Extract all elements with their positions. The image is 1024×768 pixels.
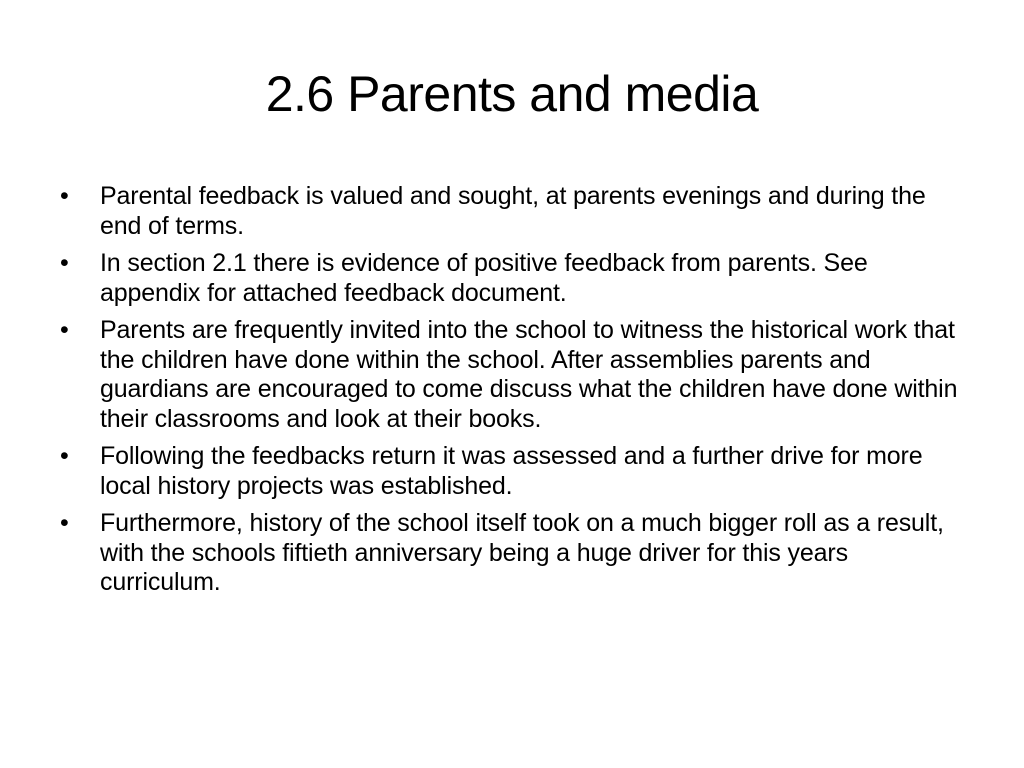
bullet-list: [60, 182, 960, 606]
bullet-item: [60, 182, 960, 241]
bullet-item: [60, 509, 960, 598]
bullet-icon: •: [60, 249, 69, 277]
bullet-text: Following the feedbacks return it was assessed and a further drive for more local history projects was established.: [100, 442, 923, 500]
bullet-text: In section 2.1 there is evidence of positive feedback from parents. See appendix for attached feedback document.: [100, 249, 868, 307]
bullet-item: [60, 249, 960, 308]
bullet-item: [60, 316, 960, 434]
slide-title: 2.6 Parents and media: [265, 66, 759, 122]
bullet-text: Furthermore, history of the school itself took on a much bigger roll as a result, with the schools fiftieth anniversary being a huge driver for this years curriculum.: [100, 509, 944, 596]
bullet-text: Parental feedback is valued and sought, at parents evenings and during the end of terms.: [100, 182, 926, 240]
bullet-icon: •: [60, 316, 69, 344]
bullet-icon: •: [60, 442, 69, 470]
bullet-icon: •: [60, 182, 69, 210]
bullet-text: Parents are frequently invited into the school to witness the historical work that the children have done within the school. After assemblies parents and guardians are encouraged to come discuss what the children have done within their classrooms and look at their books.: [100, 316, 958, 433]
bullet-icon: •: [60, 509, 69, 537]
bullet-item: [60, 442, 960, 501]
